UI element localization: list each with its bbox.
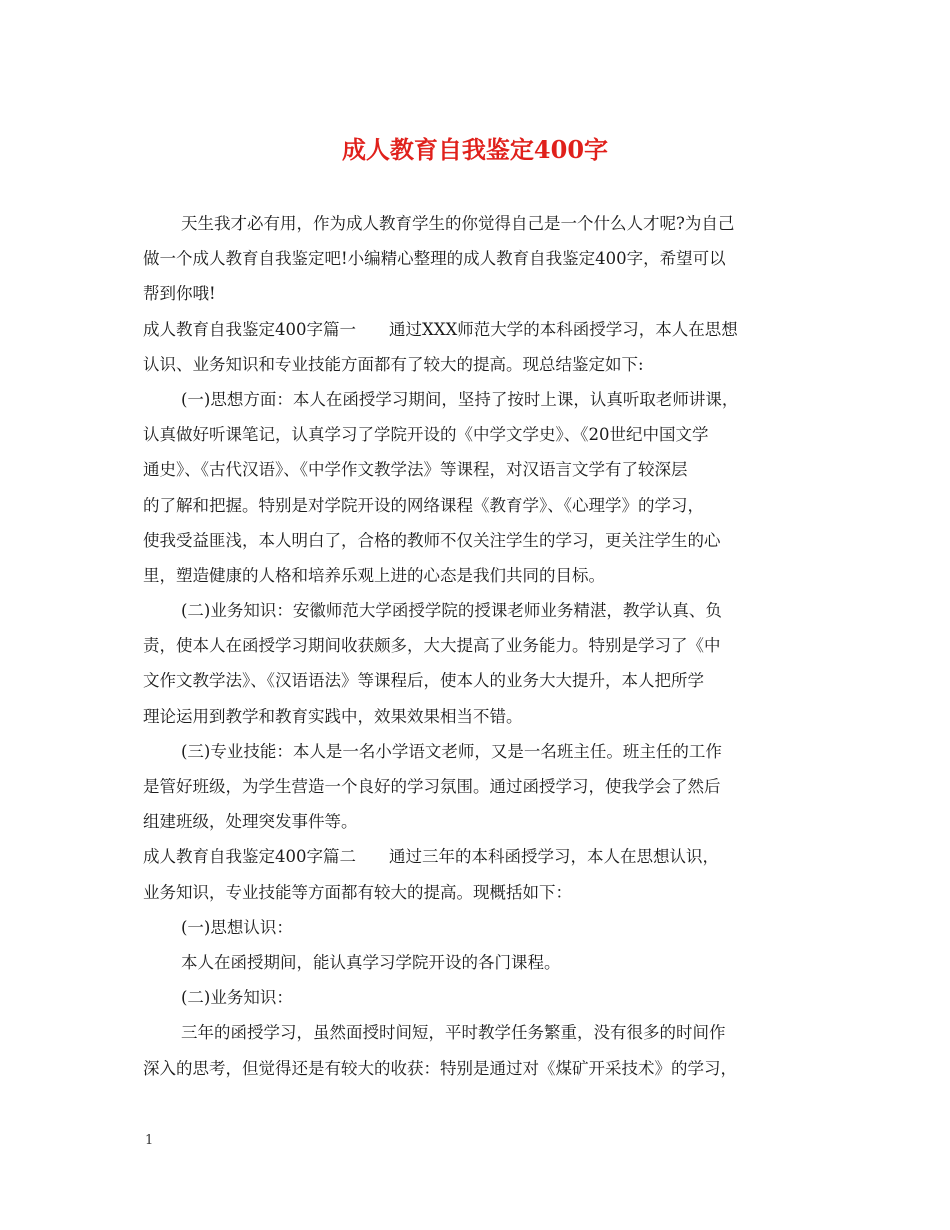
text-line: 帮到你哦! [143,284,216,304]
page-number: 1 [145,1133,154,1148]
text-line: (一)思想认识： [181,917,293,937]
text-line: 深入的思考，但觉得还是有较大的收获：特别是通过对《煤矿开采技术》的学习， [143,1058,737,1078]
text-line: 成人教育自我鉴定400字篇二 通过三年的本科函授学习，本人在思想认识， [143,847,719,867]
text-line: 通史》、《古代汉语》、《中学作文教学法》等课程，对汉语言文学有了较深层 [143,460,688,480]
text-line: 本人在函授期间，能认真学习学院开设的各门课程。 [181,952,561,972]
text-line: 是管好班级，为学生营造一个良好的学习氛围。通过函授学习，使我学会了然后 [143,777,721,796]
page-title: 成人教育自我鉴定400字 [341,135,609,164]
text-line: 认真做好听课笔记，认真学习了学院开设的《中学文学史》、《20世纪中国文学 [143,425,709,445]
text-line: (二)业务知识：安徽师范大学函授学院的授课老师业务精湛，教学认真、负 [181,601,722,621]
text-line: 三年的函授学习，虽然面授时间短，平时教学任务繁重，没有很多的时间作 [181,1023,726,1043]
text-line: 文作文教学法》、《汉语语法》等课程后，使本人的业务大大提升，本人把所学 [143,671,704,691]
text-line: (二)业务知识： [181,988,293,1008]
text-line: 使我受益匪浅，本人明白了，合格的教师不仅关注学生的学习，更关注学生的心 [143,530,721,550]
text-line: (一)思想方面：本人在函授学习期间，坚持了按时上课，认真听取老师讲课， [181,389,739,409]
text-line: 成人教育自我鉴定400字篇一 通过XXX师范大学的本科函授学习，本人在思想 [143,319,738,339]
document-body [143,206,813,1086]
text-line: 业务知识，专业技能等方面都有较大的提高。现概括如下： [143,882,572,902]
text-line: 责，使本人在函授学习期间收获颇多，大大提高了业务能力。特别是学习了《中 [143,636,721,656]
text-line: 组建班级，处理突发事件等。 [143,812,358,832]
text-line: 理论运用到教学和教育实践中，效果效果相当不错。 [143,706,523,726]
text-line: 里，塑造健康的人格和培养乐观上进的心态是我们共同的目标。 [143,565,605,585]
text-line: 天生我才必有用，作为成人教育学生的你觉得自己是一个什么人才呢?为自己 [181,214,735,233]
text-line: 做一个成人教育自我鉴定吧!小编精心整理的成人教育自我鉴定400字，希望可以 [143,249,726,269]
text-line: 的了解和把握。特别是对学院开设的网络课程《教育学》、《心理学》的学习， [143,495,704,515]
text-line: 认识、业务知识和专业技能方面都有了较大的提高。现总结鉴定如下: [143,354,644,374]
text-line: (三)专业技能：本人是一名小学语文老师，又是一名班主任。班主任的工作 [181,741,722,761]
